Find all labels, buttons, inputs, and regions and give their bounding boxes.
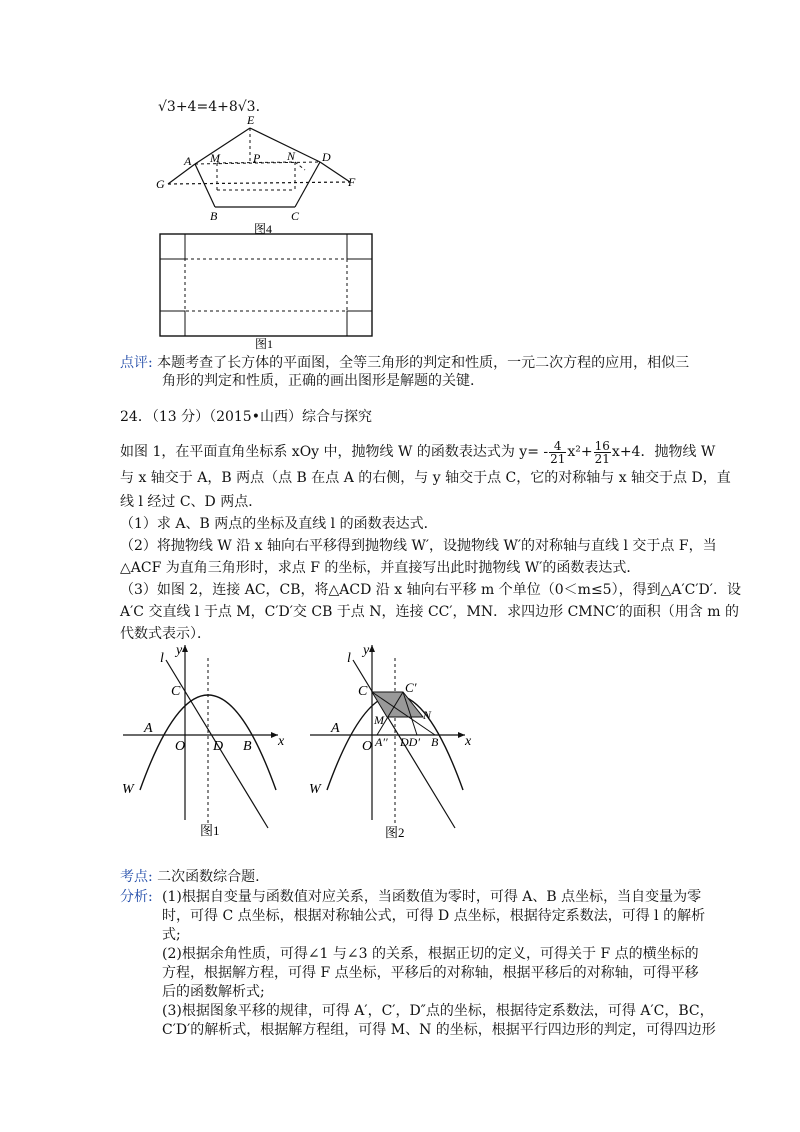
g2-label-Cprime: C′ <box>405 680 417 695</box>
g1-label-l: l <box>160 651 164 666</box>
fraction-4-21 <box>549 440 566 465</box>
fenxi-line-8: C′D′的解析式，根据解方程组，可得 M、N 的坐标，根据平行四边形的判定，可得四边形 <box>162 1022 716 1038</box>
figure-4 <box>150 110 370 240</box>
fig4-label-C: C <box>291 209 300 223</box>
question-3b: A′C 交直线 l 于点 M，C′D′交 CB 于点 N，连接 CC′，MN．求四边形 CMNC′的面积（用含 m 的 <box>120 604 739 620</box>
fenxi-line-4: (2)根据余角性质，可得∠1 与∠3 的关系，根据正切的定义，可得关于 F 点的横坐标的 <box>162 946 699 962</box>
intro-mid: x²+ <box>567 444 593 460</box>
fig4-label-B: B <box>210 209 218 223</box>
g1-label-W: W <box>122 782 134 797</box>
question-3c: 代数式表示）． <box>120 626 211 642</box>
question-2a: （2）将抛物线 W 沿 x 轴向右平移得到抛物线 W′，设抛物线 W′的对称轴与直线 l 交于点 F，当 <box>120 538 717 554</box>
figure-1-box <box>158 232 374 350</box>
fig4-label-E: E <box>247 113 255 127</box>
fenxi-line-7: (3)根据图象平移的规律，可得 A′，C′，D″点的坐标，根据待定系数法，可得 A′C，BC， <box>162 1003 714 1019</box>
problem-intro <box>120 437 715 467</box>
problem-header: 24．（13 分）（2015•山西）综合与探究 <box>120 409 372 425</box>
kaodian-text: 二次函数综合题. <box>157 869 260 885</box>
g2-label-C: C <box>358 684 368 699</box>
g1-label-y: y <box>176 643 183 658</box>
fig4-label-F: F <box>348 175 356 189</box>
fig4-label-D: D <box>322 150 331 164</box>
g2-label-W: W <box>309 782 321 797</box>
fenxi-line-5: 方程，根据解方程，可得 F 点坐标，平移后的对称轴，根据平移后的对称轴，可得平移 <box>162 965 699 981</box>
comment-text-1: 本题考查了长方体的平面图，全等三角形的判定和性质，一元二次方程的应用，相似三 <box>157 355 690 371</box>
kaodian-label: 考点: <box>120 869 153 885</box>
fenxi-line-6: 后的函数解析式; <box>162 984 265 1000</box>
problem-line-3: 线 l 经过 C、D 两点． <box>120 494 263 510</box>
fenxi-line-3: 式; <box>162 927 181 943</box>
problem-line-2: 与 x 轴交于 A，B 两点（点 B 在点 A 的右侧，与 y 轴交于点 C，它的对称轴与 x 轴交于点 D，直 <box>120 470 731 486</box>
g2-label-x: x <box>465 734 472 749</box>
graph2-caption: 图2 <box>385 825 405 840</box>
kaodian-row <box>120 866 260 888</box>
frac1-den: 21 <box>550 451 566 466</box>
g1-label-C: C <box>171 684 181 699</box>
graph1-caption: 图1 <box>200 823 220 838</box>
comment-label: 点评: <box>120 355 153 371</box>
g1-label-B: B <box>243 739 252 754</box>
frac2-den: 21 <box>594 451 610 466</box>
intro-post: x+4．抛物线 W <box>611 444 716 460</box>
graph-1 <box>118 640 298 840</box>
g2-label-Dprime: DD′ <box>400 735 420 749</box>
g2-label-M: M <box>374 713 384 727</box>
g1-label-D: D <box>213 739 224 754</box>
fig4-label-G: G <box>156 177 165 191</box>
g2-label-N: N <box>423 708 432 722</box>
frac2-num: 16 <box>594 438 610 453</box>
fig4-label-A: A <box>184 154 192 168</box>
intro-pre: 如图 1，在平面直角坐标系 xOy 中，抛物线 W 的函数表达式为 y= - <box>120 444 549 460</box>
g2-label-Aprime: A′′ <box>375 735 388 749</box>
question-1: （1）求 A、B 两点的坐标及直线 l 的函数表达式． <box>120 516 438 532</box>
comment-text-2: 角形的判定和性质，正确的画出图形是解题的关键. <box>162 373 475 389</box>
fig1-box-caption: 图1 <box>255 337 274 350</box>
fig4-label-N: N <box>287 149 296 163</box>
fig4-caption: 图4 <box>254 222 273 236</box>
g2-label-l: l <box>347 651 351 666</box>
g1-label-x: x <box>278 734 285 749</box>
fraction-16-21 <box>594 440 611 465</box>
question-2b: △ACF 为直角三角形时，求点 F 的坐标，并直接写出此时抛物线 W′的函数表达式． <box>120 560 641 576</box>
fenxi-line-2: 时，可得 C 点坐标，根据对称轴公式，可得 D 点坐标，根据待定系数法，可得 l 的解析 <box>162 908 706 924</box>
g2-label-A: A <box>331 721 340 736</box>
g1-label-O: O <box>175 739 186 754</box>
question-3a: （3）如图 2，连接 AC，CB，将△ACD 沿 x 轴向右平移 m 个单位（0＜m≤5），得到△A′C′D′．设 <box>120 582 741 598</box>
frac1-num: 4 <box>549 440 566 453</box>
top-formula: √3+4=4+8√3. <box>158 99 261 115</box>
graph-2 <box>305 640 485 840</box>
g1-label-A: A <box>144 721 153 736</box>
g2-label-y: y <box>363 643 370 658</box>
fenxi-label: 分析: <box>120 889 153 905</box>
fig4-label-M: M <box>210 151 220 165</box>
fig4-label-P: P <box>253 151 261 165</box>
fenxi-line-1: (1)根据自变量与函数值对应关系，当函数值为零时，可得 A、B 点坐标，当自变量为零 <box>162 889 702 905</box>
g2-label-B: B <box>431 735 439 749</box>
g2-label-O: O <box>362 739 373 754</box>
